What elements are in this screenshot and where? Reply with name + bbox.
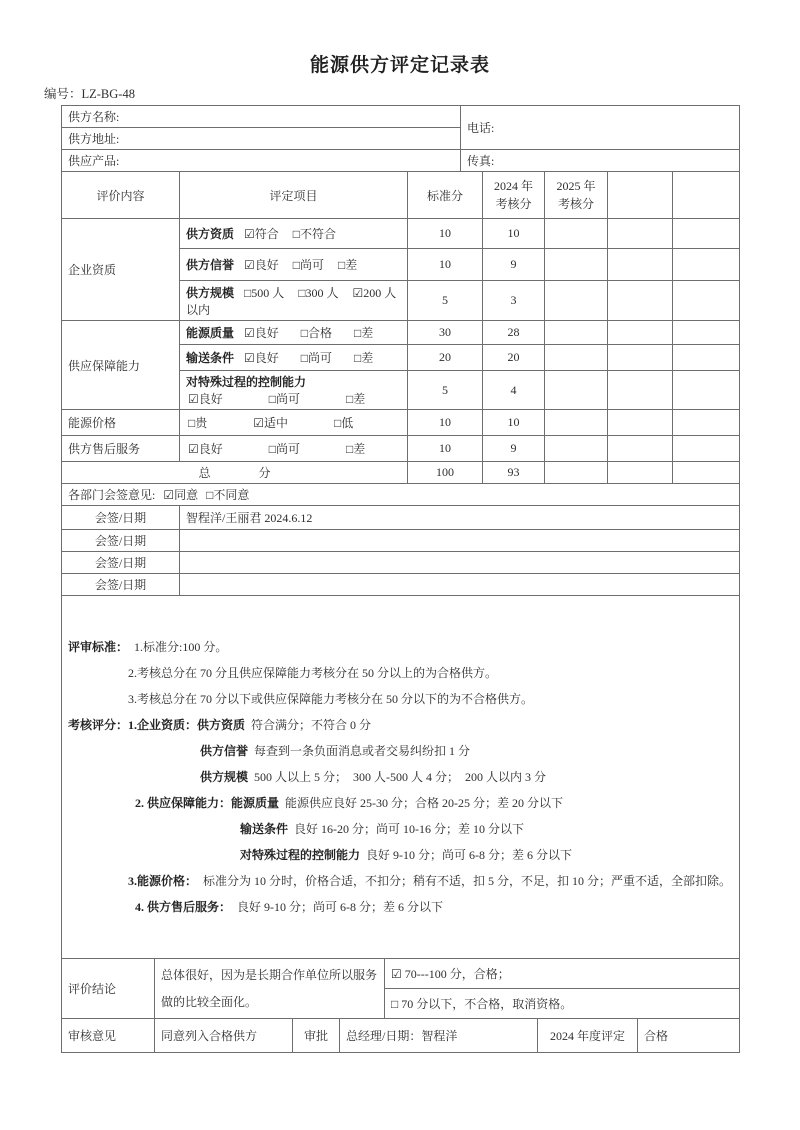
criteria-line: 2.考核总分在 70 分且供应保障能力考核分在 50 分以上的为合格供方。	[128, 666, 498, 680]
checkbox-option: □500 人	[244, 285, 285, 300]
checkbox-option: ☑良好	[188, 392, 223, 406]
phone-cell: 电话:	[461, 106, 740, 150]
sign-date-row	[62, 506, 740, 530]
criteria-line: 输送条件 良好 16-20 分；尚可 10-16 分；差 10 分以下	[240, 822, 525, 836]
checkbox-option: ☑良好	[244, 326, 279, 340]
standard-score-cell: 20	[408, 345, 483, 371]
criteria-line-prefix: 供方信誉	[200, 744, 249, 758]
col-header-empty-1	[608, 172, 673, 219]
criteria-line: 评审标准： 1.标准分:100 分。	[68, 640, 228, 654]
consent-row	[62, 484, 740, 506]
empty-cell	[608, 249, 673, 281]
table-row	[62, 321, 740, 345]
checkbox-option: ☑适中	[253, 416, 289, 430]
conclusion-label: 评价结论	[62, 959, 155, 1019]
sign-date-label: 会签/日期	[62, 506, 180, 530]
conclusion-row	[62, 959, 740, 989]
total-label-cell: 总 分	[62, 462, 408, 484]
item-label: 供方资质	[186, 227, 235, 241]
conclusion-comment: 总体很好，因为是长期合作单位所以服务做的比较全面化。	[155, 959, 385, 1019]
col-header-2025-score	[545, 172, 608, 219]
total-standard-score-cell: 100	[408, 462, 483, 484]
table-row	[62, 436, 740, 462]
checkbox-option: □尚可	[300, 351, 333, 365]
criteria-line-prefix: 考核评分：1.企业资质：供方资质	[68, 718, 246, 732]
standard-score-cell: 5	[408, 371, 483, 410]
criteria-line: 供方信誉 每查到一条负面消息或者交易纠纷扣 1 分	[200, 744, 471, 758]
col-header-content: 评价内容	[62, 172, 180, 219]
score-2025-cell	[545, 345, 608, 371]
empty-cell	[673, 371, 740, 410]
empty-cell	[673, 281, 740, 321]
score-2025-cell	[545, 249, 608, 281]
consent-label: 各部门会签意见:	[68, 488, 156, 502]
empty-cell	[673, 321, 740, 345]
sign-date-value	[180, 574, 740, 596]
criteria-line-prefix: 2. 供应保障能力：能源质量	[135, 796, 280, 810]
supplier-address-cell: 供方地址:	[62, 128, 461, 150]
empty-cell	[608, 436, 673, 462]
checkbox-option: □低	[334, 416, 354, 430]
item-label: 能源质量	[186, 326, 235, 340]
checkbox-option: ☑200 人以内	[186, 285, 397, 317]
total-row	[62, 462, 740, 484]
empty-cell	[673, 345, 740, 371]
review-label: 审核意见	[62, 1019, 155, 1053]
table-row	[62, 219, 740, 249]
score-2024-cell: 4	[483, 371, 545, 410]
sign-date-value: 智程洋/王丽君 2024.6.12	[180, 506, 740, 530]
checkbox-option: ☑符合	[244, 227, 279, 241]
col-header-empty-2	[673, 172, 740, 219]
standard-score-cell: 10	[408, 249, 483, 281]
score-2025-cell	[545, 321, 608, 345]
item-label: 供方信誉	[186, 258, 235, 272]
criteria-line: 2. 供应保障能力：能源质量 能源供应良好 25-30 分；合格 20-25 分；差 20 分以下	[135, 796, 564, 810]
sign-date-value	[180, 552, 740, 574]
empty-cell	[673, 219, 740, 249]
empty-cell	[673, 249, 740, 281]
checkbox-option: □差	[346, 442, 366, 456]
empty-cell	[673, 436, 740, 462]
checkbox-option: □300 人	[298, 285, 339, 300]
score-2024-cell: 9	[483, 436, 545, 462]
total-2024-score-cell: 93	[483, 462, 545, 484]
criteria-line: 考核评分：1.企业资质：供方资质 符合满分；不符合 0 分	[68, 718, 372, 732]
score-2024-cell: 20	[483, 345, 545, 371]
checkbox-option: ☑良好	[244, 351, 279, 365]
col-header-standard-score: 标准分	[408, 172, 483, 219]
group-cell-enterprise-qualification: 企业资质	[62, 219, 180, 321]
table-row	[62, 410, 740, 436]
empty-cell	[608, 371, 673, 410]
approver-signature: 总经理/日期：智程洋	[340, 1019, 538, 1053]
form-body	[61, 105, 739, 1053]
standard-score-cell: 5	[408, 281, 483, 321]
sign-date-label: 会签/日期	[62, 530, 180, 552]
eval-item-after-sales-service	[180, 436, 408, 462]
eval-header-row	[62, 172, 740, 219]
checkbox-option: □差	[338, 258, 358, 272]
criteria-line-prefix: 对特殊过程的控制能力	[240, 848, 361, 862]
review-row	[62, 1019, 740, 1053]
col-header-2025-line1: 2025 年	[556, 179, 596, 193]
empty-cell	[608, 219, 673, 249]
score-2024-cell: 10	[483, 410, 545, 436]
departments-consent-cell	[62, 484, 740, 506]
checkbox-option: ☑良好	[244, 258, 279, 272]
conclusion-fail-option: □ 70 分以下，不合格，取消资格。	[385, 989, 740, 1019]
sign-date-label: 会签/日期	[62, 552, 180, 574]
conclusion-table	[61, 958, 740, 1019]
standard-score-cell: 10	[408, 219, 483, 249]
criteria-line: 对特殊过程的控制能力 良好 9-10 分；尚可 6-8 分；差 6 分以下	[240, 848, 573, 862]
eval-item-special-process-control	[180, 371, 408, 410]
score-2024-cell: 10	[483, 219, 545, 249]
empty-cell	[608, 281, 673, 321]
empty-cell	[673, 410, 740, 436]
score-2024-cell: 28	[483, 321, 545, 345]
score-2024-cell: 9	[483, 249, 545, 281]
empty-cell	[608, 410, 673, 436]
conclusion-pass-option: ☑ 70---100 分，合格；	[385, 959, 740, 989]
supply-product-cell: 供应产品:	[62, 150, 461, 172]
review-table	[61, 1018, 740, 1053]
criteria-line-prefix: 3.能源价格：	[128, 874, 198, 888]
score-2024-cell: 3	[483, 281, 545, 321]
criteria-line-prefix: 输送条件	[240, 822, 289, 836]
score-2025-cell	[545, 462, 608, 484]
eval-item-supplier-scale	[180, 281, 408, 321]
empty-cell	[608, 321, 673, 345]
sign-date-row	[62, 530, 740, 552]
criteria-line-prefix: 供方规模	[200, 770, 249, 784]
criteria-block	[62, 596, 740, 959]
empty-cell	[608, 345, 673, 371]
empty-cell	[673, 462, 740, 484]
checkbox-option: □差	[346, 392, 366, 406]
col-header-2024-line1: 2024 年	[493, 179, 533, 193]
criteria-line: 供方规模 500 人以上 5 分； 300 人-500 人 4 分； 200 人以内 3 分	[200, 770, 547, 784]
checkbox-option: □不同意	[206, 488, 250, 502]
doc-number: 编号：LZ-BG-48	[44, 87, 135, 101]
criteria-line: 3.能源价格： 标准分为 10 分时，价格合适，不扣分；稍有不适，扣 5 分，不足，扣 10 分；严重不适，全部扣除。	[128, 874, 732, 888]
score-2025-cell	[545, 281, 608, 321]
group-cell-supply-guarantee: 供应保障能力	[62, 321, 180, 410]
item-label: 输送条件	[186, 351, 235, 365]
eval-item-supplier-reputation	[180, 249, 408, 281]
eval-item-transport-condition	[180, 345, 408, 371]
supplier-info-table	[61, 105, 740, 172]
eval-item-energy-quality	[180, 321, 408, 345]
checkbox-option: □差	[354, 351, 374, 365]
checkbox-option: □贵	[188, 416, 208, 430]
score-2025-cell	[545, 410, 608, 436]
annual-rating-label: 2024 年度评定	[538, 1019, 638, 1053]
checkbox-option: □不符合	[292, 227, 337, 241]
group-cell-after-sales-service: 供方售后服务	[62, 436, 180, 462]
checkbox-option: □尚可	[292, 258, 325, 272]
col-header-2024-score	[483, 172, 545, 219]
score-2025-cell	[545, 371, 608, 410]
checkbox-option: □尚可	[268, 442, 301, 456]
criteria-line-prefix: 4. 供方售后服务：	[135, 900, 232, 914]
criteria-line-prefix: 评审标准：	[68, 640, 129, 654]
item-label: 对特殊过程的控制能力	[186, 375, 307, 389]
supplier-name-cell: 供方名称:	[62, 106, 461, 128]
standard-score-cell: 30	[408, 321, 483, 345]
group-cell-energy-price: 能源价格	[62, 410, 180, 436]
sign-date-row	[62, 574, 740, 596]
item-label: 供方规模	[186, 285, 235, 300]
criteria-line: 3.考核总分在 70 分以下或供应保障能力考核分在 50 分以下的为不合格供方。	[128, 692, 534, 706]
score-2025-cell	[545, 219, 608, 249]
checkbox-option: ☑同意	[163, 488, 199, 502]
evaluation-table	[61, 171, 740, 959]
criteria-row	[62, 596, 740, 959]
checkbox-option: □差	[354, 326, 374, 340]
sign-date-value	[180, 530, 740, 552]
col-header-2025-line2: 考核分	[557, 197, 594, 211]
col-header-item: 评定项目	[180, 172, 408, 219]
approve-label: 审批	[293, 1019, 340, 1053]
checkbox-option: □合格	[300, 326, 333, 340]
empty-cell	[608, 462, 673, 484]
doc-title: 能源供方评定记录表	[309, 55, 490, 76]
review-opinion: 同意列入合格供方	[155, 1019, 293, 1053]
standard-score-cell: 10	[408, 410, 483, 436]
fax-cell: 传真:	[461, 150, 740, 172]
score-2025-cell	[545, 436, 608, 462]
eval-item-energy-price	[180, 410, 408, 436]
checkbox-option: □尚可	[268, 392, 301, 406]
sign-date-row	[62, 552, 740, 574]
col-header-2024-line2: 考核分	[495, 197, 532, 211]
sign-date-label: 会签/日期	[62, 574, 180, 596]
standard-score-cell: 10	[408, 436, 483, 462]
checkbox-option: ☑良好	[188, 442, 223, 456]
annual-rating-result: 合格	[638, 1019, 740, 1053]
criteria-line: 4. 供方售后服务： 良好 9-10 分；尚可 6-8 分；差 6 分以下	[135, 900, 444, 914]
eval-item-supplier-qualification	[180, 219, 408, 249]
